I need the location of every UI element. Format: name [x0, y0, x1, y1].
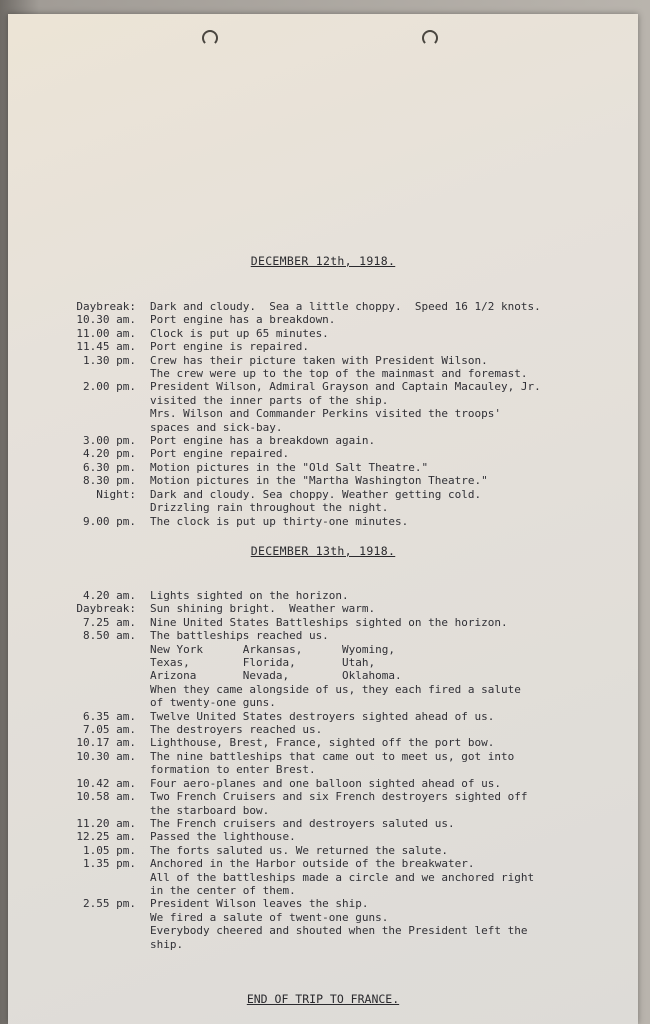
entry-text: President Wilson, Admiral Grayson and Captain Macauley, Jr.	[150, 380, 541, 394]
entry-text: Lights sighted on the horizon.	[150, 589, 349, 602]
entry-text: Port engine repaired.	[150, 447, 290, 461]
entry-time: 7.05 am.	[83, 723, 136, 737]
log-entry	[8, 817, 638, 830]
entry-time: 11.00 am.	[76, 326, 136, 340]
entry-time: 3.00 pm.	[83, 434, 136, 448]
entry-time	[8, 884, 150, 897]
log-entry	[8, 447, 638, 460]
entry-time	[8, 804, 150, 817]
entry-time	[8, 421, 150, 434]
log-entry	[8, 669, 638, 682]
entry-text: in the center of them.	[150, 883, 296, 897]
log-entry	[8, 656, 638, 669]
log-entry	[8, 602, 638, 615]
entry-time	[8, 696, 150, 709]
entry-time	[8, 911, 150, 924]
entry-text: Port engine is repaired.	[150, 340, 309, 354]
entry-time: Daybreak:	[76, 300, 136, 313]
log-entry	[8, 897, 638, 910]
log-entry	[8, 736, 638, 749]
entry-text: ship.	[150, 937, 184, 951]
log-entry	[8, 830, 638, 843]
log-entry	[8, 354, 638, 367]
entry-time: 7.25 am.	[83, 615, 136, 629]
end-of-trip-footer	[8, 992, 638, 1006]
entry-text: Mrs. Wilson and Commander Perkins visited the troops'	[150, 407, 501, 421]
entry-time: 2.00 pm.	[83, 380, 136, 394]
entry-time: 4.20 am.	[83, 589, 136, 602]
document-page	[8, 14, 638, 1024]
entry-text: All of the battleships made a circle and we anchored right	[150, 870, 535, 884]
entry-text: Clock is put up 65 minutes.	[150, 326, 329, 340]
log-entry	[8, 380, 638, 393]
log-entry	[8, 515, 638, 528]
entry-text: When they came alongside of us, they each fired a salute	[150, 682, 521, 696]
punch-hole-left	[202, 30, 218, 46]
log-entry	[8, 938, 638, 951]
entry-time: Daybreak:	[76, 602, 136, 616]
entry-text: Passed the lighthouse.	[150, 830, 296, 844]
log-entry	[8, 750, 638, 763]
log-entry	[8, 589, 638, 602]
entry-text: Two French Cruisers and six French destroyers sighted off	[150, 790, 528, 804]
log-entry	[8, 313, 638, 326]
entry-text: Twelve United States destroyers sighted ahead of us.	[150, 709, 495, 723]
log-entry	[8, 367, 638, 380]
entry-time: 9.00 pm.	[83, 514, 136, 528]
log-entry	[8, 407, 638, 420]
entry-time	[8, 871, 150, 884]
entry-text: New York Arkansas, Wyoming,	[150, 642, 396, 656]
log-entry	[8, 777, 638, 790]
entry-time: 11.45 am.	[76, 340, 136, 354]
entry-text: Dark and cloudy. Sea a little choppy. Speed 16 1/2 knots.	[150, 300, 541, 313]
entry-time: 6.35 am.	[83, 709, 136, 723]
entry-text: The clock is put up thirty-one minutes.	[150, 514, 409, 528]
entry-time: 1.30 pm.	[83, 353, 136, 367]
entry-text: of twenty-one guns.	[150, 696, 276, 710]
entry-time: 12.25 am.	[76, 830, 136, 844]
log-entry	[8, 924, 638, 937]
log-entry	[8, 300, 638, 313]
entry-time: 8.50 am.	[83, 629, 136, 643]
entry-text: Dark and cloudy. Sea choppy. Weather getting cold.	[150, 487, 482, 501]
log-entry	[8, 461, 638, 474]
entry-text: The forts saluted us. We returned the salute.	[150, 843, 449, 857]
entry-time: 8.30 pm.	[83, 474, 136, 488]
entry-time	[8, 394, 150, 407]
footer-text: END OF TRIP TO FRANCE.	[246, 992, 400, 1006]
entry-time: 2.55 pm.	[83, 897, 136, 911]
entry-text: The battleships reached us.	[150, 629, 329, 643]
log-entry	[8, 643, 638, 656]
entry-text: visited the inner parts of the ship.	[150, 393, 389, 407]
heading-text: DECEMBER 12th, 1918.	[250, 254, 396, 268]
entry-text: Drizzling rain throughout the night.	[150, 501, 389, 515]
entry-time	[8, 683, 150, 696]
log-entry	[8, 804, 638, 817]
entry-text: Port engine has a breakdown again.	[150, 434, 376, 448]
heading-december-12	[8, 254, 638, 268]
log-entry	[8, 723, 638, 736]
entry-time: 1.05 pm.	[83, 843, 136, 857]
entry-time: 10.58 am.	[76, 790, 136, 804]
entry-text: Lighthouse, Brest, France, sighted off the port bow.	[150, 736, 495, 750]
entry-time	[8, 669, 150, 682]
entry-time	[8, 643, 150, 656]
entry-time: 10.30 am.	[76, 313, 136, 327]
entry-time: Night:	[96, 487, 136, 501]
log-entry	[8, 884, 638, 897]
log-entry	[8, 911, 638, 924]
entry-text: formation to enter Brest.	[150, 763, 316, 777]
log-entry	[8, 844, 638, 857]
entry-text: The destroyers reached us.	[150, 723, 323, 737]
log-entry	[8, 871, 638, 884]
log-entry	[8, 340, 638, 353]
entry-text: We fired a salute of twent-one guns.	[150, 910, 389, 924]
entry-time: 11.20 am.	[76, 816, 136, 830]
entry-time: 10.30 am.	[76, 749, 136, 763]
log-entry	[8, 474, 638, 487]
log-entry	[8, 434, 638, 447]
entry-time: 4.20 pm.	[83, 447, 136, 461]
entry-time	[8, 938, 150, 951]
log-entry	[8, 394, 638, 407]
log-entry	[8, 629, 638, 642]
log-entry	[8, 763, 638, 776]
entry-text: the starboard bow.	[150, 803, 270, 817]
log-entry	[8, 488, 638, 501]
entry-time	[8, 656, 150, 669]
entry-time	[8, 924, 150, 937]
entry-text: Nine United States Battleships sighted on the horizon.	[150, 615, 508, 629]
entry-text: Port engine has a breakdown.	[150, 313, 336, 327]
entry-text: Crew has their picture taken with President Wilson.	[150, 353, 488, 367]
log-entry	[8, 683, 638, 696]
day2-log	[8, 589, 638, 951]
entry-text: Anchored in the Harbor outside of the breakwater.	[150, 857, 475, 871]
day1-log	[8, 300, 638, 528]
entry-text: The crew were up to the top of the mainmast and foremast.	[150, 367, 528, 381]
entry-time: 10.17 am.	[76, 736, 136, 750]
entry-text: Texas, Florida, Utah,	[150, 656, 376, 670]
entry-time: 10.42 am.	[76, 776, 136, 790]
entry-text: Four aero-planes and one balloon sighted ahead of us.	[150, 776, 501, 790]
log-entry	[8, 501, 638, 514]
entry-time: 6.30 pm.	[83, 460, 136, 474]
log-entry	[8, 710, 638, 723]
log-entry	[8, 616, 638, 629]
entry-time	[8, 407, 150, 420]
entry-text: President Wilson leaves the ship.	[150, 897, 369, 911]
entry-time	[8, 367, 150, 380]
entry-time	[8, 763, 150, 776]
entry-text: Arizona Nevada, Oklahoma.	[150, 669, 402, 683]
heading-text: DECEMBER 13th, 1918.	[250, 544, 396, 558]
entry-time	[8, 501, 150, 514]
entry-text: spaces and sick-bay.	[150, 420, 283, 434]
punch-hole-right	[422, 30, 438, 46]
log-entry	[8, 790, 638, 803]
entry-text: Motion pictures in the "Old Salt Theatre."	[150, 460, 429, 474]
log-entry	[8, 421, 638, 434]
log-entry	[8, 857, 638, 870]
entry-text: The French cruisers and destroyers saluted us.	[150, 816, 455, 830]
entry-time: 1.35 pm.	[83, 857, 136, 871]
entry-text: Everybody cheered and shouted when the President left the	[150, 924, 528, 938]
entry-text: Motion pictures in the "Martha Washington Theatre."	[150, 474, 488, 488]
entry-text: Sun shining bright. Weather warm.	[150, 602, 376, 616]
log-entry	[8, 696, 638, 709]
log-entry	[8, 327, 638, 340]
entry-text: The nine battleships that came out to meet us, got into	[150, 749, 515, 763]
heading-december-13	[8, 544, 638, 558]
